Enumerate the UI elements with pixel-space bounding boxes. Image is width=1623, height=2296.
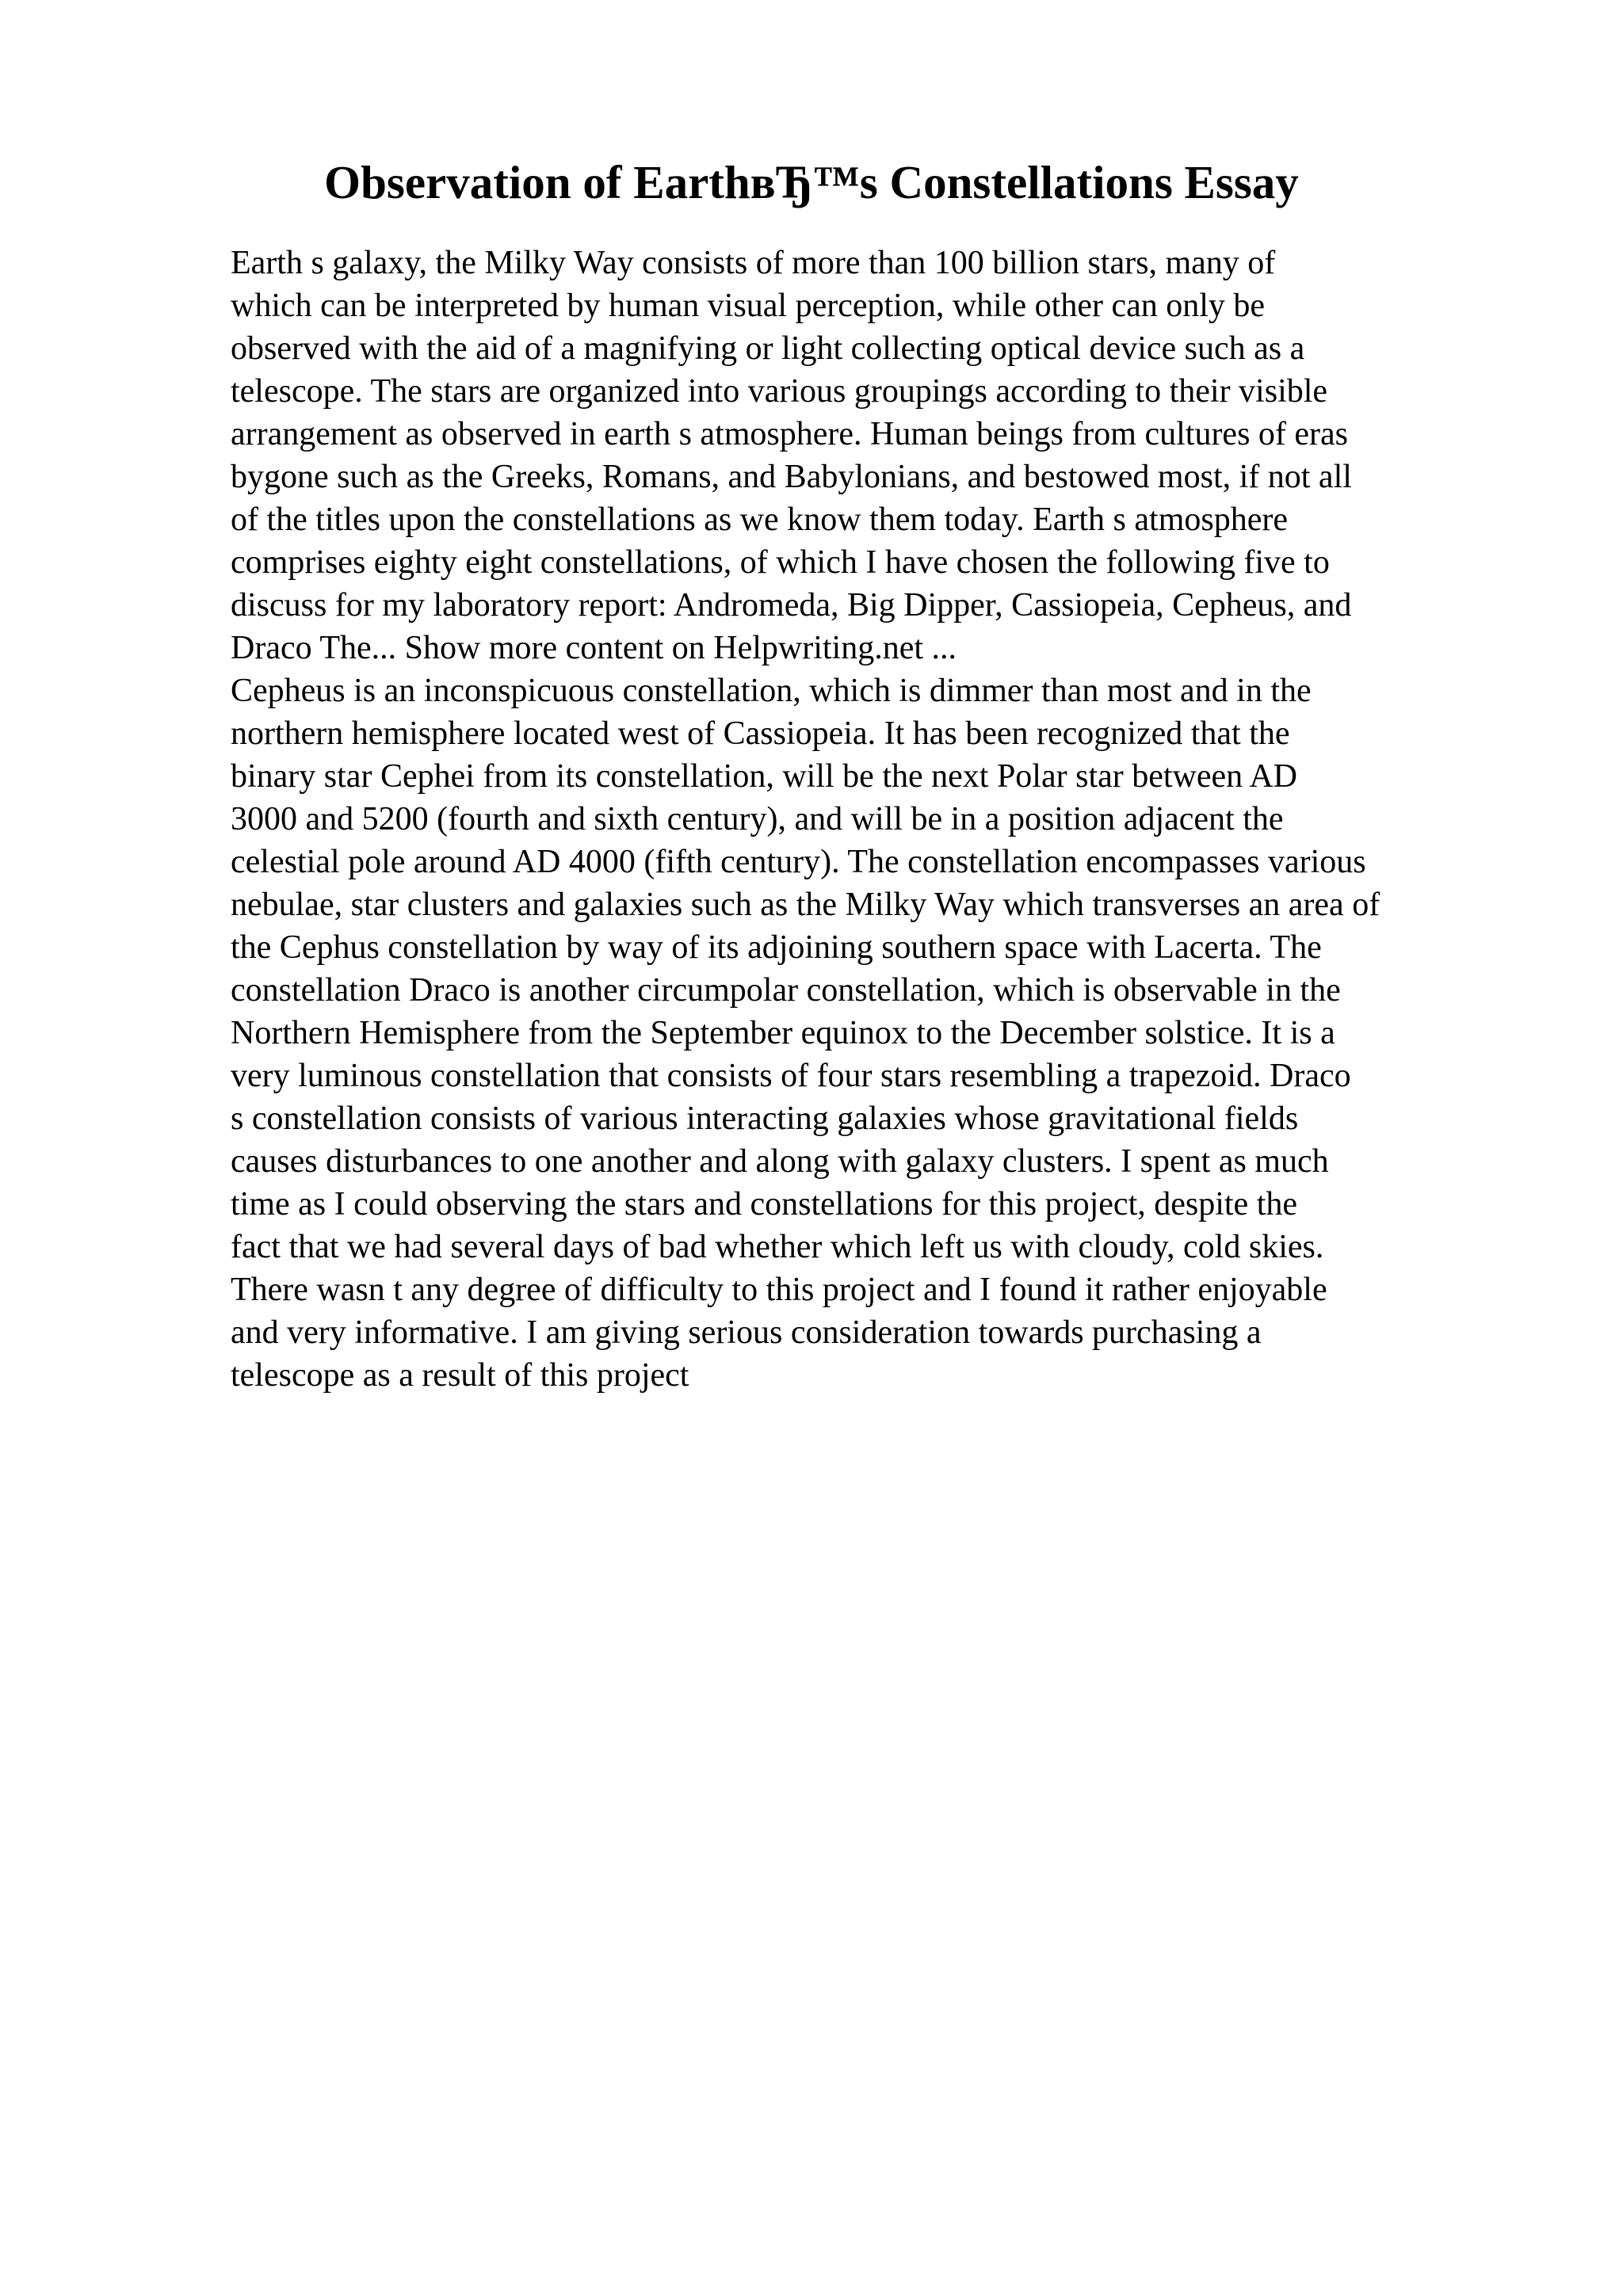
text-line: observed with the aid of a magnifying or light collecting optical device such as a bbox=[231, 330, 1305, 367]
text-line: time as I could observing the stars and constellations for this project, despite the bbox=[231, 1186, 1298, 1222]
text-line: nebulae, star clusters and galaxies such as the Milky Way which transverses an area of bbox=[231, 887, 1381, 923]
text-line: Earth s galaxy, the Milky Way consists of more than 100 billion stars, many of bbox=[231, 245, 1276, 281]
text-line: Draco The... Show more content on Helpwriting.net ... bbox=[231, 630, 957, 666]
text-line: s constellation consists of various interacting galaxies whose gravitational fields bbox=[231, 1100, 1299, 1137]
text-line: discuss for my laboratory report: Andromeda, Big Dipper, Cassiopeia, Cepheus, and bbox=[231, 587, 1352, 624]
text-line: Cepheus is an inconspicuous constellation, which is dimmer than most and in the bbox=[231, 673, 1312, 709]
text-line: constellation Draco is another circumpolar constellation, which is observable in the bbox=[231, 972, 1341, 1009]
text-line: 3000 and 5200 (fourth and sixth century), and will be in a position adjacent the bbox=[231, 801, 1284, 837]
text-line: northern hemisphere located west of Cassiopeia. It has been recognized that the bbox=[231, 715, 1290, 752]
text-line: binary star Cephei from its constellation, will be the next Polar star between AD bbox=[231, 758, 1298, 795]
page-title: Observation of EarthвЂ™s Constellations Essay bbox=[324, 156, 1299, 208]
text-line: causes disturbances to one another and along with galaxy clusters. I spent as much bbox=[231, 1143, 1329, 1180]
text-line: comprises eighty eight constellations, of which I have chosen the following five to bbox=[231, 544, 1330, 581]
text-line: arrangement as observed in earth s atmosphere. Human beings from cultures of eras bbox=[231, 416, 1349, 452]
text-line: There wasn t any degree of difficulty to this project and I found it rather enjoyable bbox=[231, 1272, 1327, 1308]
text-line: of the titles upon the constellations as we know them today. Earth s atmosphere bbox=[231, 502, 1288, 538]
text-line: bygone such as the Greeks, Romans, and Babylonians, and bestowed most, if not all bbox=[231, 459, 1352, 495]
text-line: and very informative. I am giving serious consideration towards purchasing a bbox=[231, 1314, 1262, 1351]
text-line: very luminous constellation that consists of four stars resembling a trapezoid. Draco bbox=[231, 1058, 1351, 1094]
text-line: fact that we had several days of bad whether which left us with cloudy, cold skies. bbox=[231, 1229, 1324, 1265]
text-line: telescope. The stars are organized into various groupings according to their visible bbox=[231, 373, 1328, 410]
text-line: the Cephus constellation by way of its adjoining southern space with Lacerta. The bbox=[231, 929, 1322, 966]
text-line: which can be interpreted by human visual perception, while other can only be bbox=[231, 288, 1266, 324]
text-line: celestial pole around AD 4000 (fifth century). The constellation encompasses various bbox=[231, 844, 1366, 880]
text-line: Northern Hemisphere from the September equinox to the December solstice. It is a bbox=[231, 1015, 1335, 1051]
text-line: telescope as a result of this project bbox=[231, 1357, 689, 1394]
essay-body bbox=[231, 242, 1530, 1397]
